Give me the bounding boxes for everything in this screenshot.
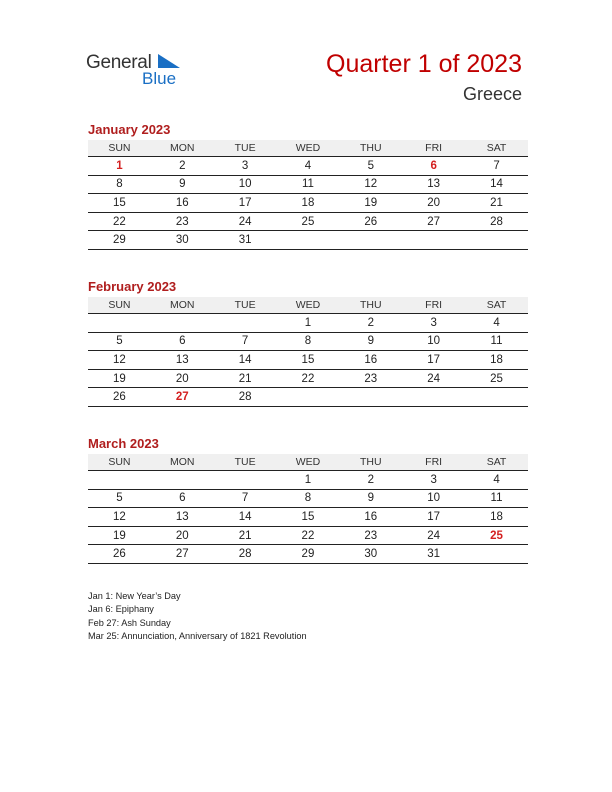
day-cell: 26 [88,545,151,564]
day-cell: 19 [88,526,151,545]
day-cell: 11 [465,489,528,508]
day-cell: 5 [339,157,402,176]
day-cell: 22 [88,212,151,231]
day-cell: 7 [465,157,528,176]
logo-blue-text: Blue [142,69,177,88]
day-cell: 3 [402,314,465,333]
day-cell: 31 [214,231,277,250]
day-cell: 25 [465,526,528,545]
weekday-header: FRI [402,140,465,157]
weekday-header: FRI [402,297,465,314]
empty-day-cell [402,388,465,407]
week-row [88,388,528,407]
holiday-note: Jan 1: New Year’s Day [88,591,181,601]
day-cell: 9 [151,175,214,194]
day-cell: 22 [277,369,340,388]
month-name: January 2023 [88,122,171,137]
empty-day-cell [88,314,151,333]
week-row [88,314,528,333]
empty-day-cell [214,471,277,490]
day-cell: 4 [465,314,528,333]
day-cell: 15 [277,508,340,527]
month-grid [88,297,528,407]
day-cell: 15 [88,194,151,213]
empty-day-cell [88,471,151,490]
weekday-header: TUE [214,140,277,157]
day-cell: 1 [277,471,340,490]
day-cell: 28 [465,212,528,231]
day-cell: 6 [151,332,214,351]
weekday-header: WED [277,454,340,471]
day-cell: 13 [151,508,214,527]
month-grid [88,140,528,250]
weekday-header: THU [339,454,402,471]
day-cell: 8 [277,489,340,508]
day-cell: 17 [214,194,277,213]
day-cell: 10 [214,175,277,194]
week-row [88,526,528,545]
day-cell: 20 [151,526,214,545]
day-cell: 21 [214,526,277,545]
day-cell: 23 [151,212,214,231]
day-cell: 18 [465,351,528,370]
day-cell: 18 [465,508,528,527]
day-cell: 5 [88,332,151,351]
day-cell: 30 [151,231,214,250]
day-cell: 24 [214,212,277,231]
weekday-header: MON [151,140,214,157]
day-cell: 29 [88,231,151,250]
day-cell: 10 [402,489,465,508]
weekday-header: SUN [88,140,151,157]
day-cell: 20 [151,369,214,388]
week-row [88,157,528,176]
weekday-header: SUN [88,297,151,314]
day-cell: 1 [88,157,151,176]
day-cell: 11 [465,332,528,351]
day-cell: 13 [402,175,465,194]
day-cell: 30 [339,545,402,564]
week-row [88,175,528,194]
day-cell: 26 [339,212,402,231]
day-cell: 14 [214,508,277,527]
holiday-notes [88,590,307,644]
day-cell: 2 [339,471,402,490]
month-name: February 2023 [88,279,177,294]
empty-day-cell [339,231,402,250]
holiday-note: Jan 6: Epiphany [88,604,154,615]
empty-day-cell [465,231,528,250]
day-cell: 3 [402,471,465,490]
day-cell: 4 [277,157,340,176]
day-cell: 10 [402,332,465,351]
empty-day-cell [277,388,340,407]
weekday-header: THU [339,297,402,314]
day-cell: 6 [402,157,465,176]
day-cell: 21 [465,194,528,213]
logo-general-text: General [86,52,152,73]
month-calendar [88,436,528,564]
day-cell: 2 [151,157,214,176]
day-cell: 6 [151,489,214,508]
day-cell: 14 [465,175,528,194]
day-cell: 9 [339,332,402,351]
weekday-header: THU [339,140,402,157]
day-cell: 27 [151,545,214,564]
week-row [88,194,528,213]
day-cell: 13 [151,351,214,370]
holiday-note: Mar 25: Annunciation, Anniversary of 1821 Revolution [88,631,307,642]
day-cell: 9 [339,489,402,508]
day-cell: 24 [402,526,465,545]
day-cell: 18 [277,194,340,213]
week-row [88,471,528,490]
day-cell: 12 [88,351,151,370]
day-cell: 17 [402,351,465,370]
holiday-note: Feb 27: Ash Sunday [88,617,171,628]
week-row [88,369,528,388]
day-cell: 25 [465,369,528,388]
empty-day-cell [465,545,528,564]
month-name: March 2023 [88,436,159,451]
day-cell: 27 [402,212,465,231]
day-cell: 8 [88,175,151,194]
weekday-header: SUN [88,454,151,471]
week-row [88,545,528,564]
generalblue-logo [86,52,186,92]
day-cell: 24 [402,369,465,388]
day-cell: 19 [339,194,402,213]
day-cell: 12 [339,175,402,194]
week-row [88,489,528,508]
day-cell: 8 [277,332,340,351]
week-row [88,332,528,351]
week-row [88,212,528,231]
day-cell: 3 [214,157,277,176]
day-cell: 31 [402,545,465,564]
weekday-header: WED [277,297,340,314]
weekday-header: WED [277,140,340,157]
empty-day-cell [465,388,528,407]
month-calendar [88,122,528,250]
empty-day-cell [151,471,214,490]
empty-day-cell [151,314,214,333]
week-row [88,508,528,527]
weekday-header: TUE [214,454,277,471]
day-cell: 28 [214,545,277,564]
day-cell: 15 [277,351,340,370]
empty-day-cell [339,388,402,407]
weekday-header: FRI [402,454,465,471]
day-cell: 21 [214,369,277,388]
weekday-header: MON [151,454,214,471]
month-calendar [88,279,528,407]
day-cell: 7 [214,332,277,351]
country-name: Greece [462,84,522,104]
empty-day-cell [277,231,340,250]
day-cell: 29 [277,545,340,564]
day-cell: 5 [88,489,151,508]
week-row [88,351,528,370]
day-cell: 25 [277,212,340,231]
day-cell: 26 [88,388,151,407]
day-cell: 1 [277,314,340,333]
day-cell: 23 [339,526,402,545]
day-cell: 28 [214,388,277,407]
day-cell: 2 [339,314,402,333]
page-title: Quarter 1 of 2023 [326,50,522,78]
day-cell: 23 [339,369,402,388]
day-cell: 16 [339,508,402,527]
weekday-header: MON [151,297,214,314]
day-cell: 14 [214,351,277,370]
day-cell: 19 [88,369,151,388]
day-cell: 16 [151,194,214,213]
empty-day-cell [402,231,465,250]
day-cell: 12 [88,508,151,527]
weekday-header: TUE [214,297,277,314]
weekday-header: SAT [465,140,528,157]
day-cell: 11 [277,175,340,194]
month-grid [88,454,528,564]
logo-triangle-icon [158,54,180,68]
day-cell: 27 [151,388,214,407]
weekday-header: SAT [465,454,528,471]
day-cell: 16 [339,351,402,370]
day-cell: 22 [277,526,340,545]
week-row [88,231,528,250]
weekday-header: SAT [465,297,528,314]
empty-day-cell [214,314,277,333]
day-cell: 4 [465,471,528,490]
day-cell: 17 [402,508,465,527]
day-cell: 7 [214,489,277,508]
day-cell: 20 [402,194,465,213]
